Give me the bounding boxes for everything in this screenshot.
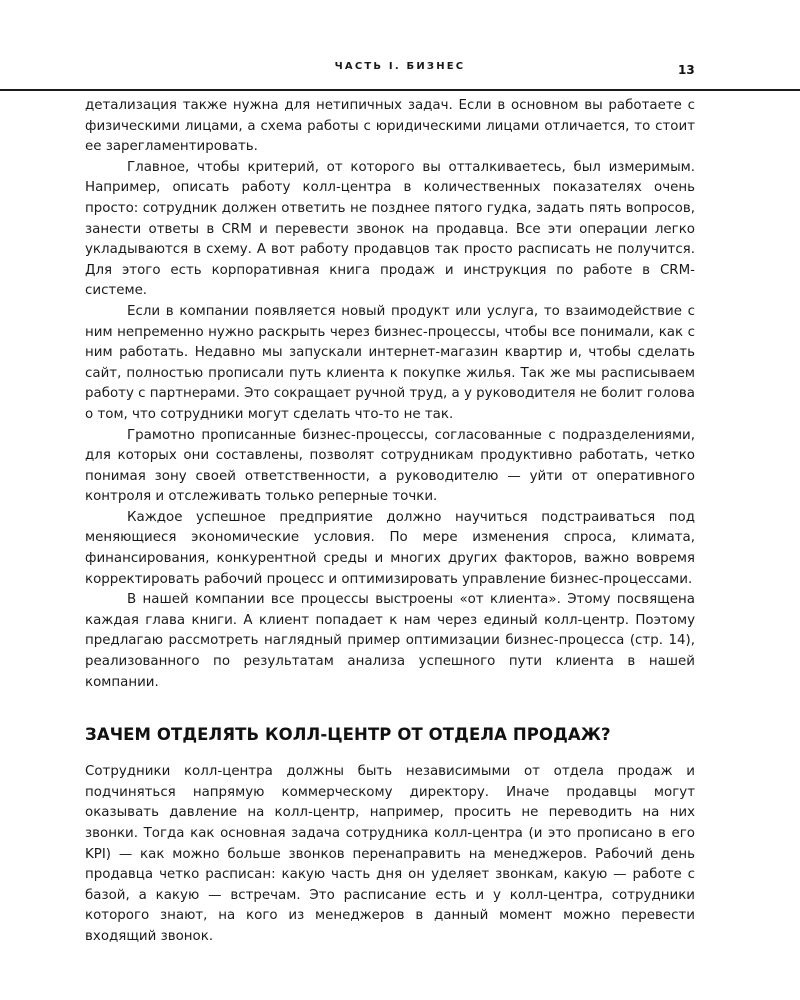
paragraph-measurable-criterion: Главное, чтобы критерий, от которого вы отталкиваетесь, был измеримым. Например, описать работу колл-центра в количественных показателях очень просто: сотрудник должен ответить не позднее пятого гудка, задать пять вопросов, занести ответы в CRM и перевести звонок на продавца. Все эти операции легко укладываются в схему. А вот работу продавцов так просто расписать не получится. Для этого есть корпоративная книга продаж и инструкция по работе в CRM-системе. bbox=[85, 159, 695, 299]
header-rule bbox=[0, 89, 800, 91]
paragraph-continuation: детализация также нужна для нетипичных задач. Если в основном вы работаете с физическими лицами, а схема работы с юридическими лицами отличается, то стоит ее зарегламентировать. bbox=[85, 98, 695, 155]
paragraph-call-center: Сотрудники колл-центра должны быть независимыми от отдела продаж и подчиняться напрямую коммерческому директору. Иначе продавцы могут оказывать давление на колл-центр, например, просить не переводить на них звонки. Тогда как основная задача сотрудника колл-центра (и это прописано в его KPI) — как можно больше звонков перенаправить на менеджеров. Рабочий день продавца четко расписан: какую часть дня он уделяет звонкам, какую — работе с базой, а какую — встречам. Это расписание есть и у колл-центра, сотрудники которого знают, на кого из менеджеров в данный момент можно перевести входящий звонок. bbox=[85, 764, 695, 944]
running-title: ЧАСТЬ I. БИЗНЕС bbox=[334, 61, 466, 72]
paragraph-business-processes: Грамотно прописанные бизнес-процессы, согласованные с подразделениями, для которых они составлены, позволят сотрудникам продуктивно работать, четко понимая зону своей ответственности, а руководителю — уйти от оперативного контроля и отслеживать только реперные точки. bbox=[85, 427, 695, 505]
section-heading: ЗАЧЕМ ОТДЕЛЯТЬ КОЛЛ-ЦЕНТР ОТ ОТДЕЛА ПРОДАЖ? bbox=[85, 725, 611, 745]
running-header bbox=[0, 0, 800, 92]
paragraph-adaptation: Каждое успешное предприятие должно научиться подстраиваться под меняющиеся экономические условия. По мере изменения спроса, климата, финансирования, конкурентной среды и многих других факторов, важно вовремя корректировать рабочий процесс и оптимизировать управление бизнес-процессами. bbox=[85, 509, 695, 587]
body-text bbox=[85, 96, 695, 948]
paragraph-from-client: В нашей компании все процессы выстроены «от клиента». Этому посвящена каждая глава книги. А клиент попадает к нам через единый колл-центр. Поэтому предлагаю рассмотреть наглядный пример оптимизации бизнес-процесса (стр. 14), реализованного по результатам анализа успешного пути клиента в нашей компании. bbox=[85, 592, 695, 690]
paragraph-new-product: Если в компании появляется новый продукт или услуга, то взаимодействие с ним непременно нужно раскрыть через бизнес-процессы, чтобы все понимали, как с ним работать. Недавно мы запускали интернет-магазин квартир и, чтобы сделать сайт, полностью прописали путь клиента к покупке жилья. Так же мы расписываем работу с партнерами. Это сокращает ручной труд, а у руководителя не болит голова о том, что сотрудники могут сделать что-то не так. bbox=[85, 303, 695, 422]
page-number: 13 bbox=[678, 63, 695, 77]
